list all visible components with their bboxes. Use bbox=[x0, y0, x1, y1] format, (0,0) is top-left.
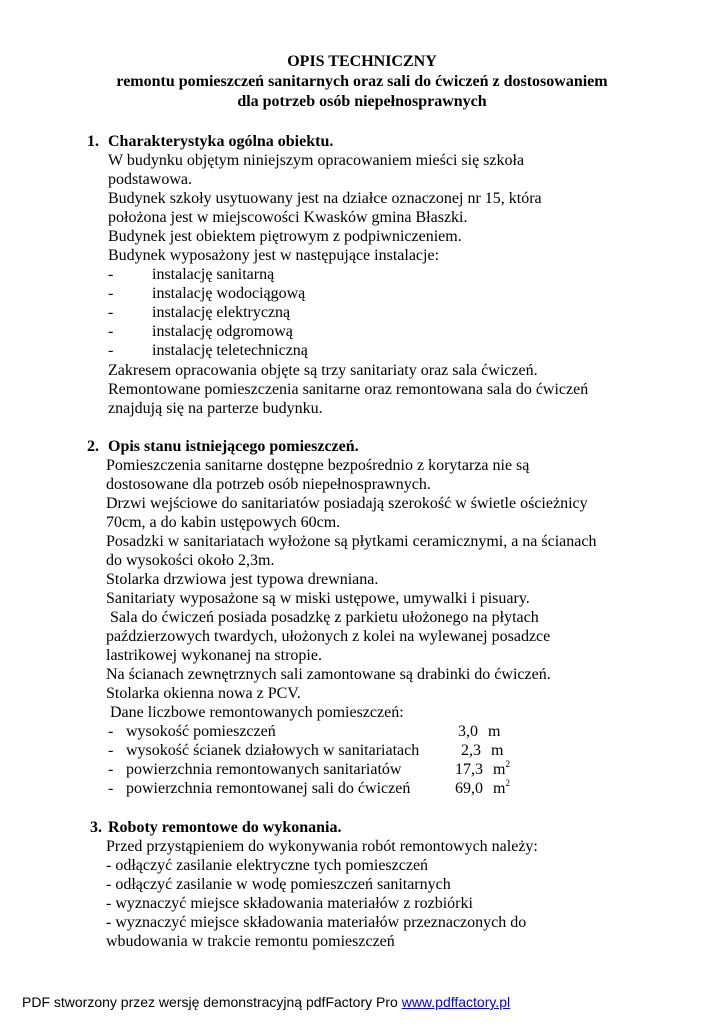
section-3-line: - wyznaczyć miejsce składowania materiałów z rozbiórki bbox=[106, 895, 473, 912]
section-1-number: 1. bbox=[87, 133, 99, 150]
dimension-value: 2,3 bbox=[461, 742, 481, 759]
section-3-line: - wyznaczyć miejsce składowania materiałów przeznaczonych do bbox=[106, 914, 527, 931]
document-subtitle-line-1: remontu pomieszczeń sanitarnych oraz sali do ćwiczeń z dostosowaniem bbox=[116, 73, 608, 90]
list-bullet: - bbox=[108, 266, 114, 283]
installation-item: instalację odgromową bbox=[152, 323, 293, 340]
list-bullet: - bbox=[108, 342, 114, 359]
footer-link[interactable]: www.pdffactory.pl bbox=[401, 994, 511, 1010]
document-title: OPIS TECHNICZNY bbox=[287, 53, 437, 70]
footer-text: PDF stworzony przez wersję demonstracyjną pdfFactory Pro bbox=[22, 994, 402, 1010]
section-1-line: podstawowa. bbox=[108, 171, 192, 188]
section-2-line: Stolarka okienna nowa z PCV. bbox=[106, 685, 301, 702]
section-2-line: Pomieszczenia sanitarne dostępne bezpośrednio z korytarza nie są bbox=[106, 457, 530, 474]
dimension-value: 17,3 bbox=[455, 761, 483, 778]
section-2-line: Posadzki w sanitariatach wyłożone są płytkami ceramicznymi, a na ścianach bbox=[106, 533, 597, 550]
list-bullet: - bbox=[108, 742, 114, 759]
section-2-line: Drzwi wejściowe do sanitariatów posiadają szerokość w świetle ościeżnicy bbox=[106, 495, 588, 512]
dimension-label: wysokość pomieszczeń bbox=[126, 723, 276, 740]
section-3-line: wbudowania w trakcie remontu pomieszczeń bbox=[106, 933, 395, 950]
section-3-line: - odłączyć zasilanie elektryczne tych pomieszczeń bbox=[106, 857, 429, 874]
section-3-line: Przed przystąpieniem do wykonywania robót remontowych należy: bbox=[106, 838, 538, 855]
section-1-line: Budynek wyposażony jest w następujące instalacje: bbox=[108, 247, 440, 264]
dimension-unit: m bbox=[491, 742, 504, 759]
pdf-footer bbox=[22, 994, 510, 1011]
section-2-line: Sala do ćwiczeń posiada posadzkę z parkietu ułożonego na płytach bbox=[106, 609, 539, 626]
list-bullet: - bbox=[108, 304, 114, 321]
section-2-line: do wysokości około 2,3m. bbox=[106, 552, 275, 569]
list-bullet: - bbox=[108, 780, 114, 797]
section-1-closing-line: Remontowane pomieszczenia sanitarne oraz remontowana sala do ćwiczeń bbox=[108, 381, 589, 398]
section-2-line: paździerzowych twardych, ułożonych z kolei na wylewanej posadzce bbox=[106, 628, 551, 645]
dimension-label: powierzchnia remontowanej sali do ćwiczeń bbox=[126, 780, 411, 797]
section-2-line: Na ścianach zewnętrznych sali zamontowane są drabinki do ćwiczeń. bbox=[106, 666, 551, 683]
section-2-line: lastrikowej wykonanej na stropie. bbox=[106, 647, 322, 664]
dimension-label: powierzchnia remontowanych sanitariatów bbox=[126, 761, 402, 778]
dimension-value: 3,0 bbox=[458, 723, 478, 740]
section-2-line: Dane liczbowe remontowanych pomieszczeń: bbox=[106, 704, 404, 721]
section-3-number: 3. bbox=[90, 819, 102, 836]
document-subtitle-line-2: dla potrzeb osób niepełnosprawnych bbox=[237, 93, 487, 110]
section-2-line: dostosowane dla potrzeb osób niepełnosprawnych. bbox=[106, 476, 431, 493]
list-bullet: - bbox=[108, 723, 114, 740]
section-1-closing-line: znajdują się na parterze budynku. bbox=[108, 400, 323, 417]
installation-item: instalację sanitarną bbox=[152, 266, 275, 283]
installation-item: instalację wodociągową bbox=[152, 285, 306, 302]
section-2-heading: Opis stanu istniejącego pomieszczeń. bbox=[108, 438, 359, 455]
section-2-line: Stolarka drzwiowa jest typowa drewniana. bbox=[106, 571, 379, 588]
dimension-value: 69,0 bbox=[455, 780, 483, 797]
section-2-line: Sanitariaty wyposażone są w miski ustępowe, umywalki i pisuary. bbox=[106, 590, 530, 607]
section-1-line: Budynek szkoły usytuowany jest na działce oznaczonej nr 15, która bbox=[108, 190, 542, 207]
section-1-line: Budynek jest obiektem piętrowym z podpiwniczeniem. bbox=[108, 228, 462, 245]
dimension-unit: $m^2$ bbox=[493, 759, 510, 778]
list-bullet: - bbox=[108, 323, 114, 340]
section-1-line: położona jest w miejscowości Kwasków gmina Błaszki. bbox=[108, 209, 468, 226]
section-3-line: - odłączyć zasilanie w wodę pomieszczeń sanitarnych bbox=[106, 876, 451, 893]
section-2-number: 2. bbox=[87, 438, 99, 455]
dimension-label: wysokość ścianek działowych w sanitariatach bbox=[126, 742, 420, 759]
section-1-line: W budynku objętym niniejszym opracowaniem mieści się szkoła bbox=[108, 152, 525, 169]
installation-item: instalację elektryczną bbox=[152, 304, 291, 321]
section-3-heading: Roboty remontowe do wykonania. bbox=[108, 819, 342, 836]
list-bullet: - bbox=[108, 761, 114, 778]
list-bullet: - bbox=[108, 285, 114, 302]
dimension-unit: m bbox=[488, 723, 501, 740]
dimension-unit: $m^2$ bbox=[493, 778, 510, 797]
section-1-heading: Charakterystyka ogólna obiektu. bbox=[108, 133, 334, 150]
section-2-line: 70cm, a do kabin ustępowych 60cm. bbox=[106, 514, 341, 531]
section-1-closing-line: Zakresem opracowania objęte są trzy sanitariaty oraz sala ćwiczeń. bbox=[108, 362, 538, 379]
installation-item: instalację teletechniczną bbox=[152, 342, 308, 359]
